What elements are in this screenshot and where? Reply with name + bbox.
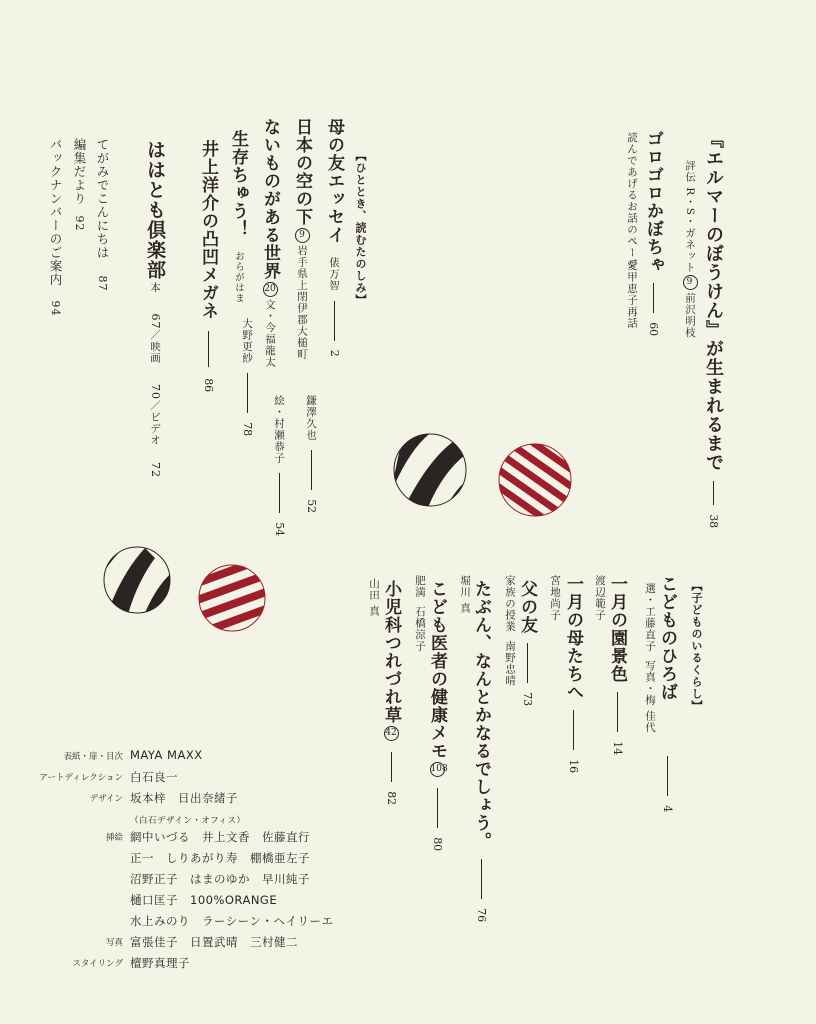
credit-names: 白石良一 [130,770,178,784]
leader-line [527,643,528,683]
elmer-page: 38 [707,514,720,529]
toc-page: 2 [328,349,341,357]
leader-line [573,710,574,750]
credit-role: 写真 [105,938,123,948]
red-ball-icon [483,425,585,525]
leader-line [334,301,335,341]
toc-item-kodomo-isha[interactable] [425,580,450,851]
elmer-subtitle [683,160,699,338]
credit-names: 水上みのり ラーシーン・ヘイリーエ [130,914,334,928]
toc-title: 小児科つれづれ草 [381,580,401,724]
black-ball-icon [95,540,175,625]
misc-label: てがみでこんにちは [95,138,110,260]
toc-author: 鎌澤久也 [305,395,317,441]
toc-title: 父の友 [517,580,537,634]
misc-label: 編集だより [72,138,87,206]
chichi-subtitle [503,575,518,687]
red-ball-icon [178,553,275,638]
misc-page: 87 [96,275,109,292]
temari-balls-illustration-upper [385,425,585,525]
leader-line [391,752,392,782]
toc-item-shonika[interactable] [379,580,404,805]
toc-selector: 選・工藤直子 [644,583,656,652]
hahatomo-movie-label: 映画 [149,341,161,364]
toc-page: 54 [273,522,286,537]
toc-subtitle: 岩手県上閉伊郡大槌町 [296,245,308,360]
credit-names: 樋口匡子 100%ORANGE [130,893,278,907]
misc-label: バックナンバーのご案内 [48,138,63,287]
hitotoki-heading: 【ひととき、読むたのしみ】 [354,150,367,306]
toc-page: 82 [385,791,398,806]
gorogoro-author-text: 愛甲恵子再話 [626,260,638,329]
toc-author: 宮地尚子 [549,575,561,621]
gorogoro-page: 60 [647,322,660,337]
elmer-author: 前沢明枝 [684,292,696,339]
toc-item-naimono-author [270,395,289,536]
toc-item-nihon-no-sora[interactable] [290,118,315,360]
credit-names: 檀野真理子 [130,956,190,970]
credit-names: MAYA MAXX [130,748,203,762]
toc-page: 78 [241,422,254,437]
credit-names: 網中いづる 井上文香 佐藤直行 [130,830,310,844]
gorogoro-kicker [625,132,640,270]
toc-item-tabun[interactable] [469,580,494,922]
toc-page: 73 [521,692,534,707]
misc-editors-note[interactable] [70,138,88,232]
leader-line [667,756,668,796]
toc-page: 52 [305,499,318,514]
toc-title: たぶん、なんとかなるでしょう。 [471,580,491,850]
toc-title: 一月の園景色 [607,575,627,683]
toc-author: 石橋涼子 [414,606,426,652]
hahatomo-book-label: 本 [149,282,161,294]
toc-author: 俵万智 [328,257,340,292]
series-number-badge: 9 [683,275,698,290]
toc-title: 日本の空の下 [292,118,312,226]
toc-subtitle: おらがはま [233,251,244,304]
leader-line [437,788,438,828]
toc-author: 渡辺範子 [594,575,606,621]
toc-title: ないものがある世界 [260,118,280,280]
misc-page: 92 [73,215,86,232]
credit-role: 表紙・扉・目次 [63,752,123,762]
credit-names: 正一 しりあがり寿 棚橋亜左子 [130,851,310,865]
series-number-badge: 108 [430,762,445,777]
toc-title: こどものひろば [657,575,677,701]
kodomo-isha-sub [413,575,428,652]
credit-role: デザイン [89,794,123,804]
credit-role: スタイリング [72,959,123,969]
toc-item-ichigatsu-hahatachi[interactable] [561,575,586,773]
toc-subtitle: 家族の授業 [504,575,516,633]
featured-gorogoro[interactable] [641,130,666,336]
hahatomo-video-label: ビデオ [149,411,161,446]
series-number-badge: 20 [263,282,278,297]
toc-illustrator: 絵・村瀬恭子 [273,395,285,464]
toc-item-seizon-author [238,318,257,436]
toc-author: 大野更紗 [241,318,253,364]
credit-role: アートディレクション [39,773,123,783]
toc-page: 4 [661,805,674,813]
leader-line [311,450,312,490]
toc-photographer: 写真・梅 佳代 [644,660,656,734]
toc-item-seizon[interactable] [226,130,251,304]
gorogoro-author [625,260,640,329]
credit-role: 挿絵 [105,833,123,843]
series-number-badge: 42 [384,726,399,741]
toc-page: 76 [475,908,488,923]
toc-item-hahatomo[interactable] [142,140,169,280]
toc-item-nihon-author [302,395,321,513]
elmer-sub-label: 評伝 R・S・ガネット [684,160,696,274]
toc-title: 生存ちゅう！ [228,130,248,238]
leader-line [713,481,714,505]
leader-line [279,473,280,513]
hahatomo-movie-page: 70 [149,384,162,400]
elmer-title: 『エルマーのぼうけん』が生まれるまで [703,130,724,472]
hahatomo-video-page: 72 [149,462,162,478]
toc-item-ichigatsu-enkeshiki[interactable] [605,575,630,755]
misc-letters[interactable] [93,138,111,292]
toc-author: 堀川 真 [459,575,471,614]
toc-subtitle: 肥満 [414,575,426,598]
toc-title: ははとも倶楽部 [144,140,166,280]
leader-line [481,859,482,899]
leader-line [617,692,618,732]
leader-line [653,283,654,313]
kodomo-heading: 【子どものいるくらし】 [690,580,703,712]
misc-page: 94 [49,300,62,317]
toc-title: こども医者の健康メモ [427,580,447,760]
credit-names: 坂本梓 日出奈緒子 [130,791,238,805]
hahatomo-book-page: 67 [149,313,162,330]
misc-back-numbers[interactable] [46,138,64,317]
temari-balls-illustration-lower [95,540,275,640]
credit-names: 富張佳子 日置武晴 三村健二 [130,935,298,949]
toc-item-kodomo-hiroba[interactable] [655,575,680,812]
toc-page: 86 [202,378,215,393]
toc-title: 母の友エッセイ [324,118,344,244]
featured-elmer[interactable] [700,130,726,528]
toc-author: 山田 真 [368,578,380,617]
kodomo-hiroba-credits [643,583,658,733]
toc-item-naimono[interactable] [258,118,283,368]
toc-title: 一月の母たちへ [563,575,583,701]
leader-line [208,331,209,367]
hahatomo-sublist: 本67／映画70／ビデオ72 [149,282,162,478]
series-number-badge: 9 [295,228,310,243]
credit-names: （白石デザイン・オフィス） [130,816,246,826]
credit-names: 沼野正子 はまのゆか 早川純子 [130,872,310,886]
toc-page: 14 [611,741,624,756]
toc-author: 南野忠晴 [504,640,516,687]
toc-item-hahanotomo-essay[interactable] [322,118,347,357]
toc-page: 80 [431,837,444,852]
toc-item-chichi-no-tomo[interactable] [515,580,540,706]
toc-item-inoue[interactable] [196,140,221,392]
toc-subtitle: 文・今福龍太 [264,299,276,368]
gorogoro-kicker-text: 読んであげるお話のページ [626,132,638,270]
leader-line [247,373,248,413]
gorogoro-title: ゴロゴロかぼちゃ [643,130,663,274]
toc-page: 16 [567,759,580,774]
toc-title: 井上洋介の凸凹メガネ [198,140,218,320]
